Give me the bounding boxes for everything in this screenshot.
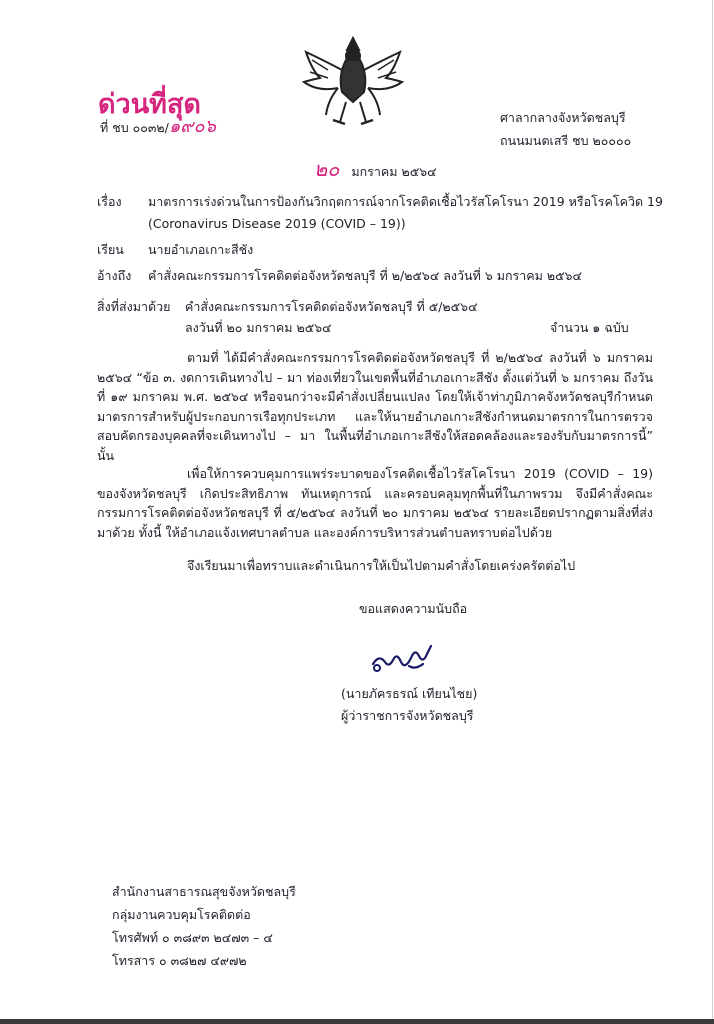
subject-line-2: (Coronavirus Disease 2019 (COVID – 19)) xyxy=(148,216,406,231)
enclosure-line-2: ลงวันที่ ๒๐ มกราคม ๒๕๖๔ xyxy=(185,320,332,335)
footer-office: สำนักงานสาธารณสุขจังหวัดชลบุรี xyxy=(112,884,296,899)
enclosure-count: จำนวน ๑ ฉบับ xyxy=(550,320,629,335)
signer-name: (นายภัครธรณ์ เทียนไชย) xyxy=(341,686,478,701)
closing-salutation: ขอแสดงความนับถือ xyxy=(359,601,468,616)
reference-label: อ้างถึง xyxy=(97,268,132,283)
footer-division: กลุ่มงานควบคุมโรคติดต่อ xyxy=(112,907,251,922)
bottom-border xyxy=(0,1019,714,1024)
org-name: ศาลากลางจังหวัดชลบุรี xyxy=(500,110,626,125)
body-paragraph-3: จึงเรียนมาเพื่อทราบและดำเนินการให้เป็นไปตามคำสั่งโดยเคร่งครัดต่อไป xyxy=(187,558,576,573)
footer-phone: โทรศัพท์ ๐ ๓๘๙๓ ๒๔๗๓ – ๔ xyxy=(112,930,273,945)
urgency-stamp: ด่วนที่สุด xyxy=(98,89,201,120)
signature xyxy=(365,640,445,676)
garuda-emblem xyxy=(298,30,408,130)
org-address: ถนนมนตเสรี ชบ ๒๐๐๐๐ xyxy=(500,133,632,148)
enclosure-line-1: คำสั่งคณะกรรมการโรคติดต่อจังหวัดชลบุรี ที่ ๕/๒๕๖๔ xyxy=(185,299,478,314)
reference-prefix: ที่ ชบ ๐๐๓๒/ xyxy=(100,120,169,135)
body-paragraph-2: เพื่อให้การควบคุมการแพร่ระบาดของโรคติดเชื้อไวรัสโคโรนา 2019 (COVID – 19) ของจังหวัดชลบุรี เกิดประสิทธิภาพ ทันเหตุการณ์ และครอบคลุมทุกพื้นที่ในภาพรวม จึงมีคำสั่งคณะกรรมการโรคติดต่อจังหวัดชลบุรี ที่ ๕/๒๕๖๔ ลงวันที่ ๒๐ มกราคม ๒๕๖๔ รายละเอียดปรากฏตามสิ่งที่ส่งมาด้วย ทั้งนี้ ให้อำเภอแจ้งเทศบาลตำบล และองค์การบริหารส่วนตำบลทราบต่อไปด้วย xyxy=(97,466,653,540)
subject-label: เรื่อง xyxy=(97,194,122,209)
body-paragraph-1: ตามที่ ได้มีคำสั่งคณะกรรมการโรคติดต่อจังหวัดชลบุรี ที่ ๒/๒๕๖๔ ลงวันที่ ๖ มกราคม ๒๕๖๔ “ข้อ ๓. งดการเดินทางไป – มา ท่องเที่ยวในเขตพื้นที่อำเภอเกาะสีชัง ตั้งแต่วันที่ ๖ มกราคม ถึงวันที่ ๑๙ มกราคม พ.ศ. ๒๕๖๔ หรือจนกว่าจะมีคำสั่งเปลี่ยนแปลง โดยให้เจ้าท่าภูมิภาคจังหวัดชลบุรีกำหนดมาตรการสำหรับผู้ประกอบการเรือทุกประเภท และให้นายอำเภอเกาะสีชังกำหนดมาตรการในการตรวจสอบคัดกรองบุคคลที่จะเดินทางไป – มา ในพื้นที่อำเภอเกาะสีชังให้สอดคล้องและรองรับกับมาตรการนี้” นั้น xyxy=(97,350,653,463)
reference-handwritten: ๑๙๐๖ xyxy=(168,116,216,137)
to-label: เรียน xyxy=(97,242,124,257)
enclosure-label: สิ่งที่ส่งมาด้วย xyxy=(97,299,171,314)
date-month-year: มกราคม ๒๕๖๔ xyxy=(351,164,437,179)
reference-number xyxy=(100,116,216,137)
reference-value: คำสั่งคณะกรรมการโรคติดต่อจังหวัดชลบุรี ที่ ๒/๒๕๖๔ ลงวันที่ ๖ มกราคม ๒๕๖๔ xyxy=(148,268,582,283)
document-date xyxy=(314,157,437,181)
footer-fax: โทรสาร ๐ ๓๘๒๗ ๔๙๗๒ xyxy=(112,953,247,968)
signer-title: ผู้ว่าราชการจังหวัดชลบุรี xyxy=(341,708,474,723)
subject-line-1: มาตรการเร่งด่วนในการป้องกันวิกฤตการณ์จากโรคติดเชื้อไวรัสโคโรนา 2019 หรือโรคโควิด 19 xyxy=(148,194,663,209)
date-day: ๒๐ xyxy=(314,157,340,181)
to-value: นายอำเภอเกาะสีชัง xyxy=(148,242,254,257)
